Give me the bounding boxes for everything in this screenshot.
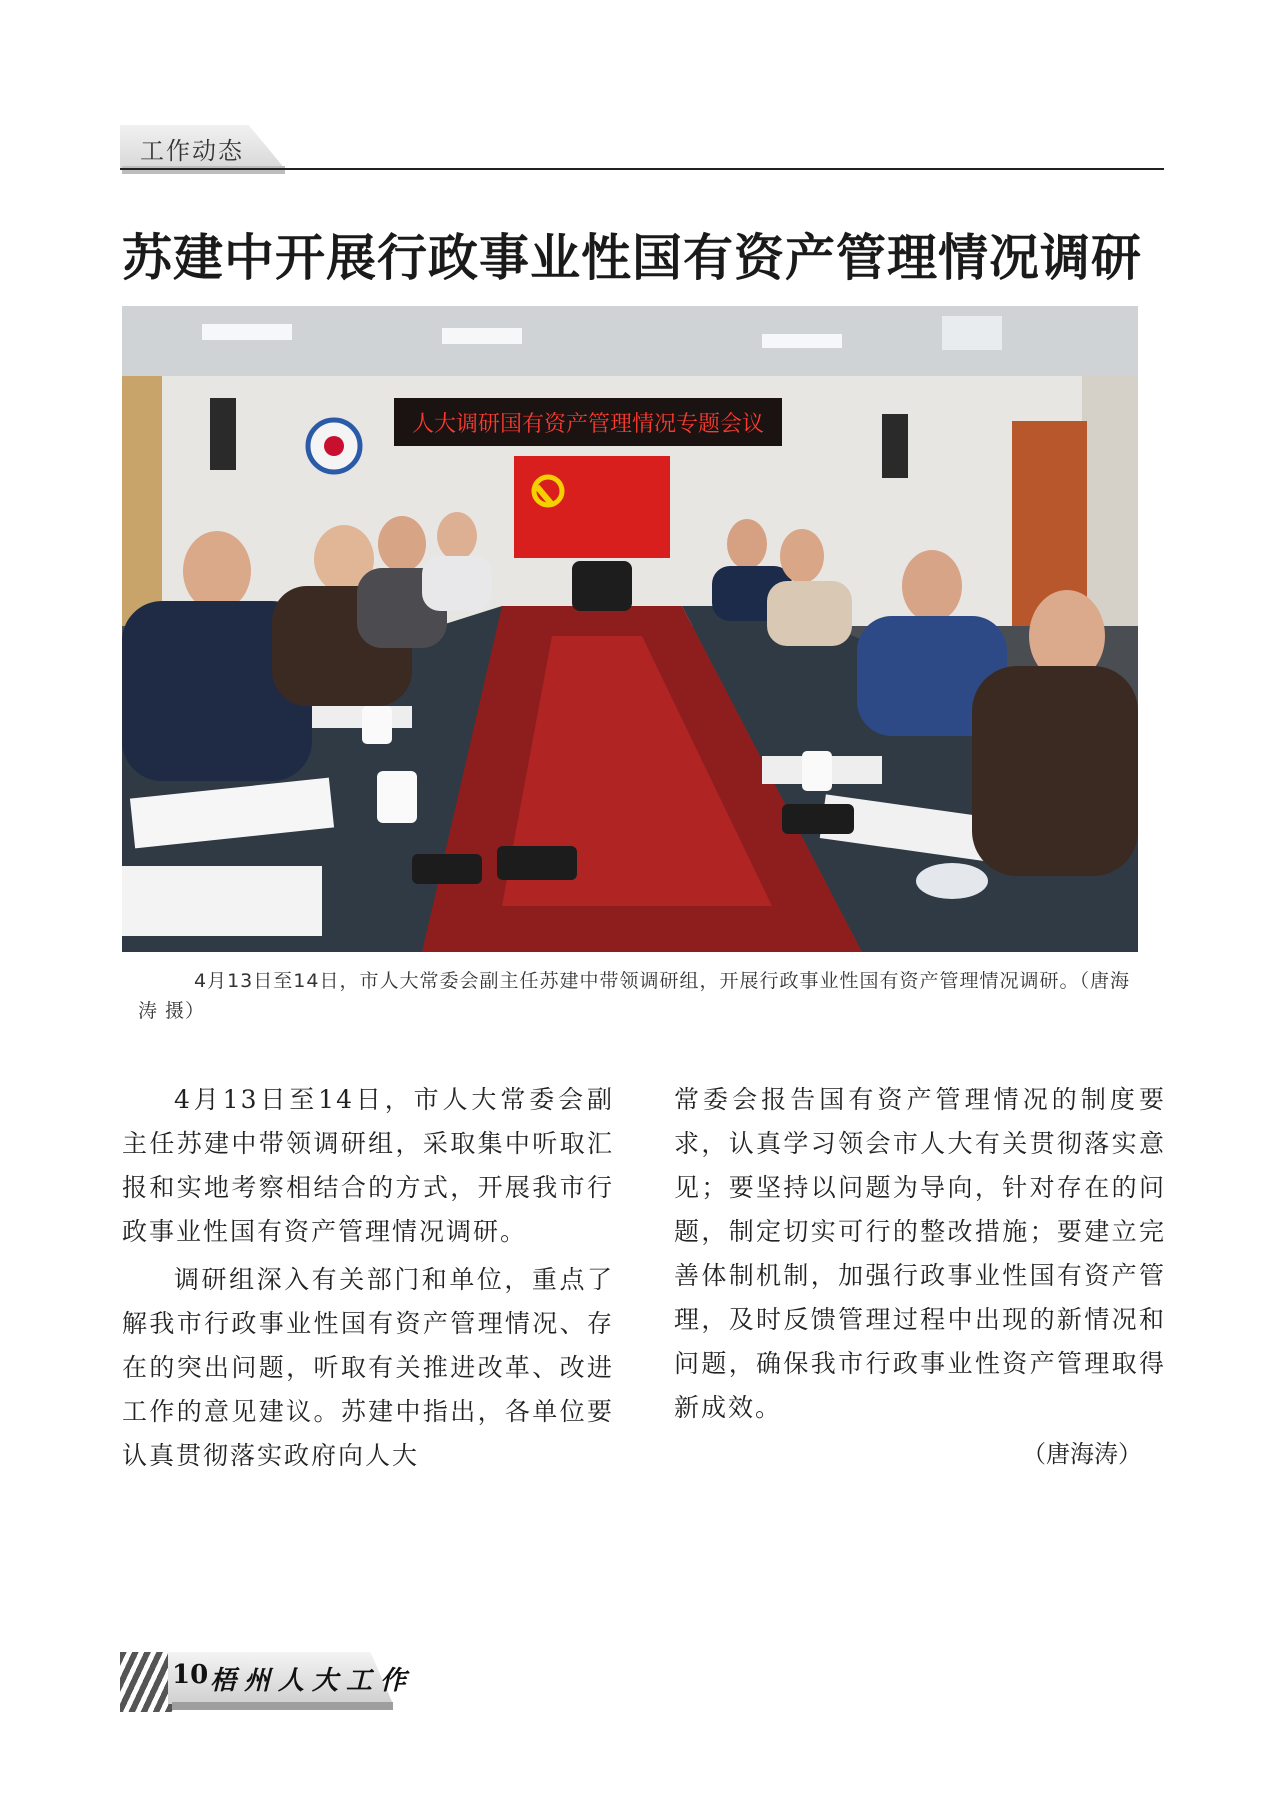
page-number: 10 [172, 1660, 209, 1690]
article-author: （唐海涛） [1022, 1440, 1142, 1468]
paragraph-1: 4月13日至14日，市人大常委会副主任苏建中带领调研组，采取集中听取汇报和实地考察相结合的方式，开展我市行政事业性国有资产管理情况调研。 [122, 1085, 614, 1246]
footer-stripes [120, 1652, 176, 1712]
footer-shadow [172, 1702, 393, 1710]
photo-caption: 4月13日至14日，市人大常委会副主任苏建中带领调研组，开展行政事业性国有资产管理情况调研。（唐海涛 摄） [138, 970, 1130, 1022]
article-column-right [674, 1078, 1166, 1430]
paragraph-2: 调研组深入有关部门和单位，重点了解我市行政事业性国有资产管理情况、存在的突出问题，听取有关推进改革、改进工作的意见建议。苏建中指出，各单位要认真贯彻落实政府向人大 [122, 1265, 614, 1470]
section-label: 工作动态 [140, 137, 244, 165]
header-rule [120, 168, 1164, 170]
paragraph-3: 常委会报告国有资产管理情况的制度要求，认真学习领会市人大有关贯彻落实意见；要坚持以问题为导向，针对存在的问题，制定切实可行的整改措施；要建立完善体制机制，加强行政事业性国有资产管理，及时反馈管理过程中出现的新情况和问题，确保我市行政事业性资产管理取得新成效。 [674, 1085, 1166, 1422]
article-column-left [122, 1078, 614, 1478]
magazine-name: 梧州人大工作 [210, 1666, 415, 1696]
banner-text: 人大调研国有资产管理情况专题会议 [411, 412, 765, 437]
article-title: 苏建中开展行政事业性国有资产管理情况调研 [122, 228, 1142, 287]
meeting-photo [122, 306, 1138, 952]
